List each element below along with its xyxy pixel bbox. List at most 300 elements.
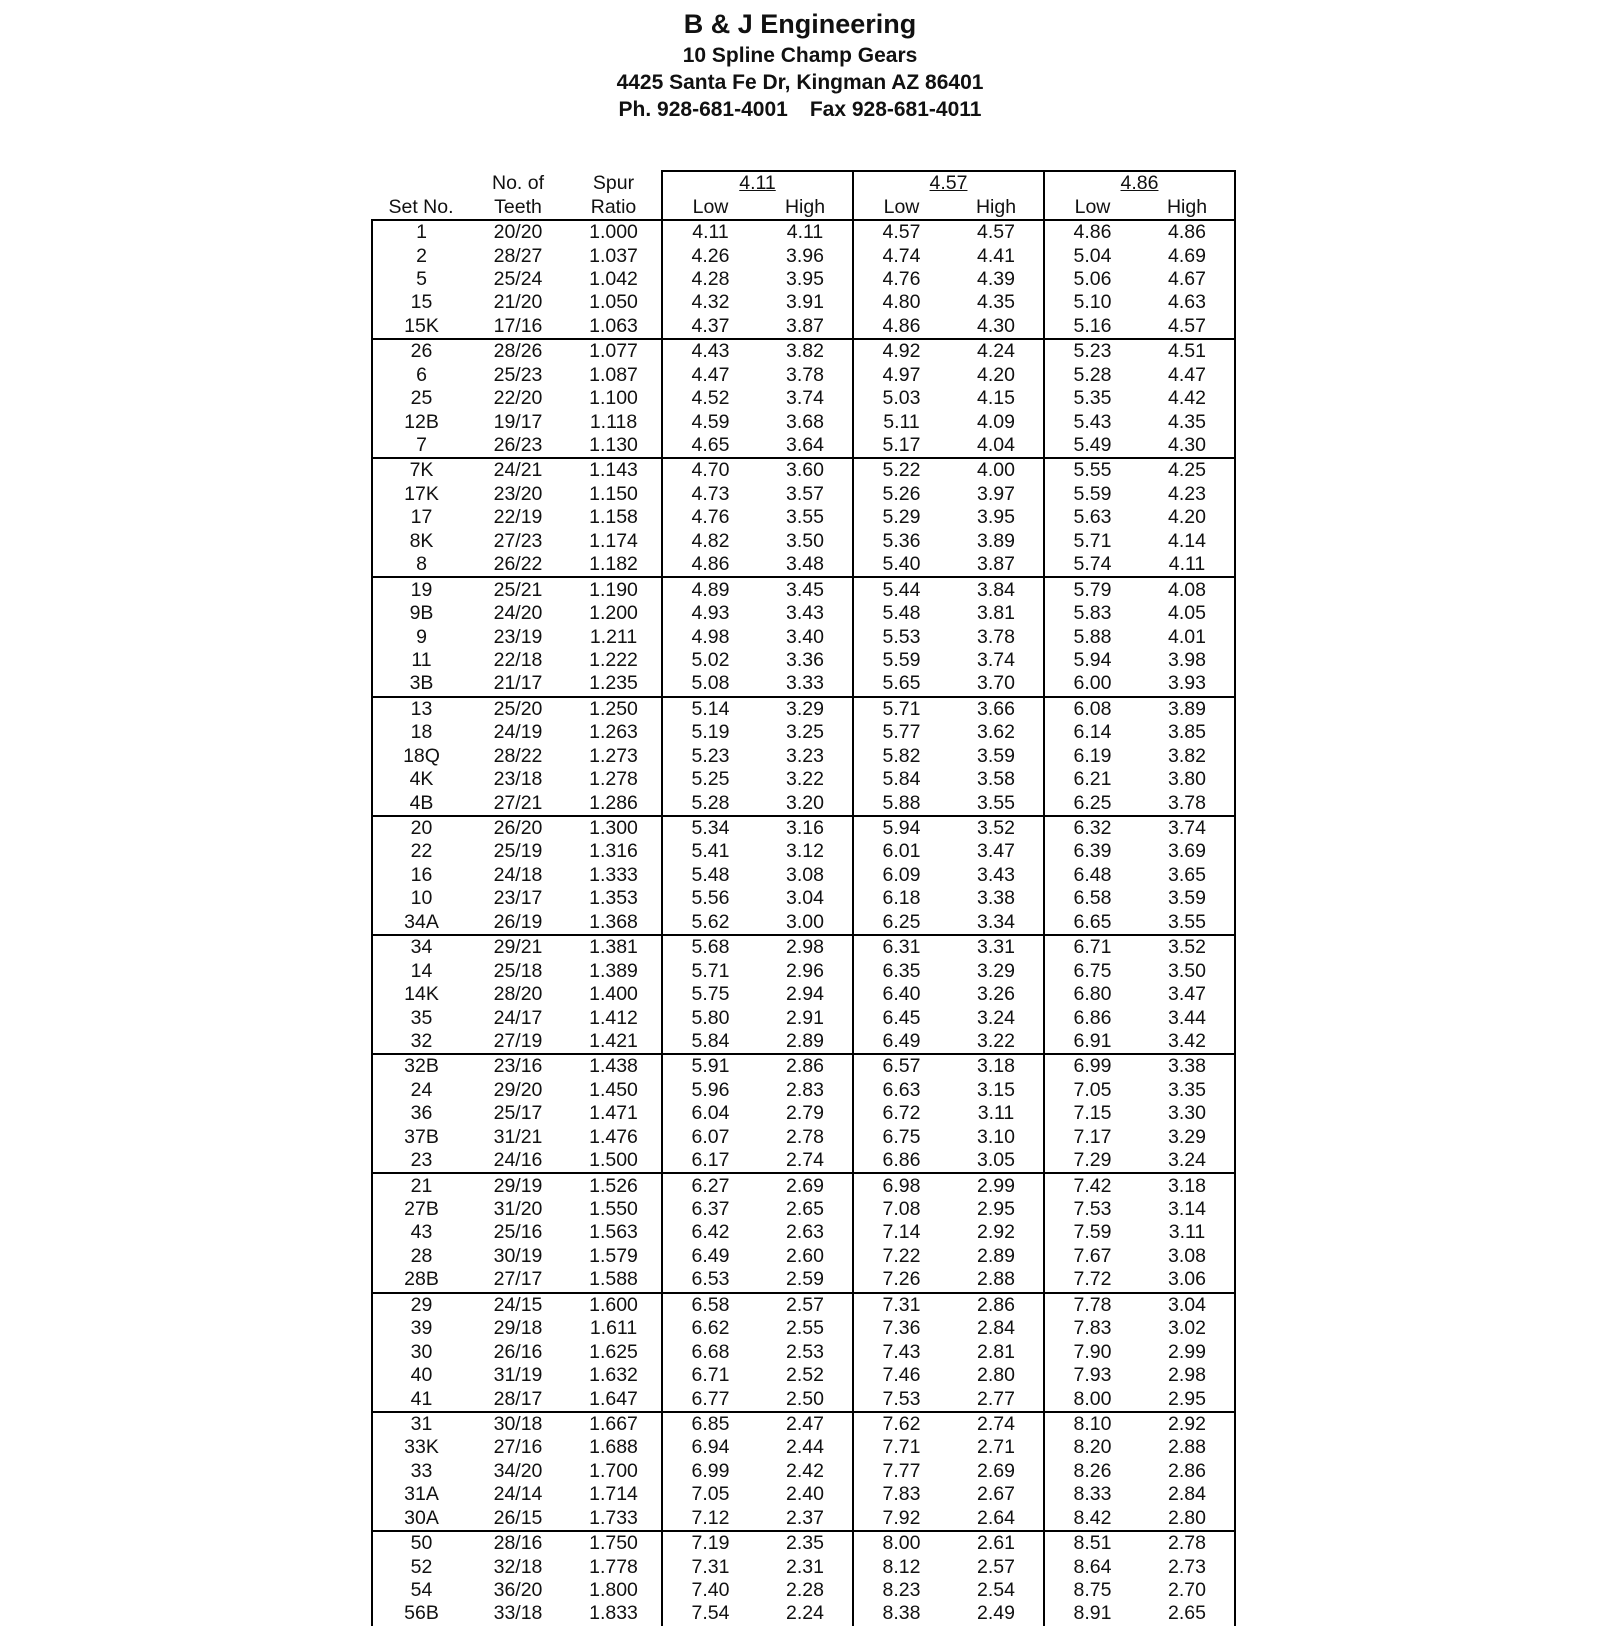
- low-4-86-cell: 8.20: [1044, 1436, 1140, 1459]
- low-4-86-cell: 5.88: [1044, 625, 1140, 648]
- high-4-57-cell: 3.70: [949, 672, 1044, 696]
- set-no-cell: 14: [372, 959, 470, 982]
- low-4-57-cell: 5.77: [853, 721, 949, 744]
- low-4-11-cell: 6.53: [662, 1268, 758, 1292]
- high-4-11-cell: 2.69: [786, 1174, 824, 1197]
- high-4-86-cell: 3.42: [1140, 1030, 1235, 1054]
- teeth-cell: 27/19: [470, 1030, 566, 1054]
- set-no-cell: 9: [372, 625, 470, 648]
- low-4-57-cell: 5.44: [853, 577, 949, 601]
- low-4-57-cell: 4.86: [853, 315, 949, 339]
- table-row: [372, 911, 1235, 935]
- set-no-cell: 18: [372, 721, 470, 744]
- spur-ratio-cell: 1.042: [589, 267, 638, 290]
- header-row-bottom: [372, 195, 1235, 219]
- spur-header: Ratio: [566, 195, 662, 219]
- low-4-11-cell: 7.19: [662, 1531, 758, 1555]
- low-4-57-cell: 6.63: [853, 1079, 949, 1102]
- low-4-57-cell: 6.35: [853, 959, 949, 982]
- table-row: [372, 1412, 1235, 1436]
- table-row: [372, 1531, 1235, 1555]
- high-4-86-cell: 4.14: [1140, 530, 1235, 553]
- low-4-57-cell: 5.48: [853, 602, 949, 625]
- low-4-57-cell: 8.23: [853, 1579, 949, 1602]
- low-4-86-cell: 7.05: [1044, 1079, 1140, 1102]
- teeth-cell: 27/16: [493, 1436, 543, 1459]
- low-4-86-cell: 7.53: [1044, 1198, 1140, 1221]
- high-4-86-cell: 3.98: [1140, 649, 1235, 672]
- teeth-cell: 30/19: [493, 1244, 543, 1267]
- low-4-57-cell: 6.98: [853, 1173, 949, 1197]
- high-4-86-cell: 3.06: [1140, 1268, 1235, 1292]
- low-4-86-cell: 4.86: [1044, 220, 1140, 244]
- high-4-57-cell: 2.49: [977, 1602, 1015, 1625]
- spur-ratio-cell: 1.800: [589, 1579, 638, 1602]
- high-4-86-cell: 3.93: [1140, 672, 1235, 696]
- set-no-cell: 8K: [372, 530, 470, 553]
- set-no-cell: 24: [372, 1079, 470, 1102]
- high-4-57-cell: 3.43: [977, 863, 1015, 886]
- spur-ratio-cell: 1.333: [589, 863, 638, 886]
- high-4-57-cell: 3.22: [949, 1030, 1044, 1054]
- low-4-11-cell: 4.28: [662, 268, 758, 291]
- teeth-cell: 24/19: [493, 721, 543, 744]
- high-4-11-cell: 3.12: [786, 840, 824, 863]
- low-4-57-cell: 5.88: [853, 791, 949, 815]
- spur-ratio-cell: 1.400: [589, 983, 638, 1006]
- high-4-11-cell: 3.40: [786, 625, 824, 648]
- low-4-57-cell: 5.22: [853, 458, 949, 482]
- low-4-57-cell: 6.01: [853, 840, 949, 863]
- high-4-86-cell: 3.24: [1140, 1149, 1235, 1173]
- low-4-57-cell: 5.03: [853, 387, 949, 410]
- table-row: [372, 1126, 1235, 1149]
- spur-ratio-cell: 1.667: [589, 1412, 638, 1435]
- spur-ratio-cell: 1.714: [589, 1483, 638, 1506]
- low-4-11-cell: 4.43: [662, 339, 758, 363]
- spur-ratio-cell: 1.389: [589, 959, 638, 982]
- low-4-11-cell: 7.40: [662, 1579, 758, 1602]
- high-4-11-cell: 2.47: [786, 1412, 824, 1435]
- high-4-57-cell: 4.04: [949, 434, 1044, 458]
- low-4-11-cell: 6.07: [662, 1126, 758, 1149]
- table-row: [372, 1102, 1235, 1125]
- table-row: [372, 1579, 1235, 1602]
- high-4-11-cell: 3.50: [786, 529, 824, 552]
- spur-ratio-cell: 1.050: [589, 291, 638, 314]
- high-4-57-cell: 3.59: [977, 744, 1015, 767]
- set-no-cell: 17K: [372, 483, 470, 506]
- set-no-cell: 40: [372, 1364, 470, 1387]
- low-4-86-cell: 6.08: [1044, 697, 1140, 721]
- teeth-cell: 24/21: [493, 459, 543, 482]
- high-4-86-cell: 2.80: [1140, 1507, 1235, 1531]
- low-4-57-cell: 5.94: [853, 816, 949, 840]
- low-4-57-cell: 5.40: [853, 553, 949, 577]
- low-4-11-cell: 5.56: [662, 887, 758, 910]
- teeth-cell: 24/20: [493, 602, 543, 625]
- low-4-11-cell: 4.86: [662, 553, 758, 577]
- low-4-57-cell: 5.11: [853, 410, 949, 433]
- set-no-cell: 30: [372, 1340, 470, 1363]
- table-row: [372, 816, 1235, 840]
- low-4-86-cell: 8.00: [1044, 1387, 1140, 1411]
- table-row: [372, 959, 1235, 982]
- low-4-11-cell: 6.17: [662, 1149, 758, 1173]
- phone-number: Ph. 928-681-4001: [618, 98, 788, 121]
- high-4-86-cell: 2.73: [1140, 1555, 1235, 1578]
- low-4-57-cell: 5.29: [853, 506, 949, 529]
- high-4-86-cell: 4.47: [1140, 364, 1235, 387]
- set-no-cell: 17: [372, 506, 470, 529]
- set-no-cell: 50: [372, 1531, 470, 1555]
- teeth-cell: 31/19: [493, 1364, 543, 1387]
- set-no-cell: 19: [372, 577, 470, 601]
- low-4-86-cell: 6.65: [1044, 911, 1140, 935]
- spur-ratio-cell: 1.037: [589, 244, 638, 267]
- table-row: [372, 410, 1235, 433]
- high-4-11-cell: 3.00: [758, 911, 853, 935]
- table-row: [372, 220, 1235, 244]
- low-4-86-cell: 8.51: [1044, 1531, 1140, 1555]
- table-row: [372, 1483, 1235, 1506]
- high-4-86-cell: 3.59: [1140, 887, 1235, 910]
- table-row: [372, 577, 1235, 601]
- set-no-cell: 32B: [372, 1054, 470, 1078]
- low-4-57-cell: 6.09: [853, 864, 949, 887]
- ratio-group-header: [853, 171, 1044, 195]
- low-header: Low: [1044, 195, 1140, 219]
- low-4-86-cell: 6.80: [1044, 983, 1140, 1006]
- high-4-57-cell: 3.66: [977, 697, 1015, 720]
- low-4-11-cell: 5.68: [662, 935, 758, 959]
- high-4-86-cell: 2.70: [1140, 1579, 1235, 1602]
- teeth-cell: 28/20: [493, 983, 543, 1006]
- low-4-11-cell: 6.94: [662, 1436, 758, 1459]
- table-row: [372, 1555, 1235, 1578]
- low-header: Low: [662, 195, 758, 219]
- high-4-57-cell: 2.89: [977, 1244, 1015, 1267]
- set-no-cell: 15: [372, 291, 470, 314]
- set-no-cell: 27B: [372, 1198, 470, 1221]
- high-4-57-cell: 3.74: [977, 648, 1015, 671]
- high-4-57-cell: 4.41: [977, 244, 1015, 267]
- spur-ratio-cell: 1.235: [566, 672, 662, 696]
- low-4-86-cell: 7.67: [1044, 1245, 1140, 1268]
- low-4-57-cell: 7.36: [853, 1317, 949, 1340]
- low-4-11-cell: 5.48: [662, 864, 758, 887]
- spur-ratio-cell: 1.368: [566, 911, 662, 935]
- set-no-cell: 13: [372, 697, 470, 721]
- low-4-86-cell: 5.55: [1044, 458, 1140, 482]
- teeth-cell: 28/27: [493, 244, 543, 267]
- low-4-57-cell: 7.77: [853, 1460, 949, 1483]
- high-4-57-cell: 3.31: [977, 936, 1015, 959]
- spur-ratio-cell: 1.263: [589, 721, 638, 744]
- teeth-cell: 31/20: [493, 1198, 543, 1221]
- high-4-11-cell: 2.60: [786, 1244, 824, 1267]
- high-4-11-cell: 3.64: [758, 434, 853, 458]
- set-no-cell: 10: [372, 887, 470, 910]
- high-4-86-cell: 3.04: [1140, 1293, 1235, 1317]
- high-4-11-cell: 3.96: [786, 244, 824, 267]
- low-4-57-cell: 4.57: [853, 220, 949, 244]
- low-4-57-cell: 4.97: [853, 364, 949, 387]
- spur-ratio-cell: 1.625: [589, 1340, 638, 1363]
- company-name: B & J Engineering: [683, 9, 917, 39]
- high-4-11-cell: 3.91: [786, 291, 824, 314]
- high-4-86-cell: 3.85: [1140, 721, 1235, 744]
- set-no-cell: 32: [372, 1030, 470, 1054]
- high-4-11-cell: 3.87: [758, 315, 853, 339]
- high-4-11-cell: 2.24: [786, 1602, 824, 1625]
- low-4-86-cell: 5.43: [1044, 410, 1140, 433]
- high-4-86-cell: 3.80: [1140, 768, 1235, 791]
- high-4-11-cell: 3.04: [786, 887, 824, 910]
- gear-table-body: [372, 220, 1235, 1626]
- high-4-57-cell: 2.81: [977, 1340, 1015, 1363]
- spur-ratio-cell: 1.278: [589, 768, 638, 791]
- high-4-57-cell: 3.52: [977, 817, 1015, 840]
- spur-ratio-cell: 1.600: [589, 1293, 638, 1316]
- spur-ratio-cell: 1.611: [589, 1317, 638, 1340]
- table-row: [372, 1173, 1235, 1197]
- high-4-11-cell: 3.55: [786, 506, 824, 529]
- high-4-86-cell: 4.01: [1140, 625, 1235, 648]
- high-4-86-cell: 4.67: [1140, 268, 1235, 291]
- low-4-11-cell: 5.14: [662, 697, 758, 721]
- spur-ratio-cell: 1.316: [589, 840, 638, 863]
- high-4-11-cell: 2.37: [758, 1507, 853, 1531]
- high-4-57-cell: 3.55: [949, 791, 1044, 815]
- spur-ratio-cell: 1.158: [589, 506, 638, 529]
- set-no-cell: 16: [372, 864, 470, 887]
- low-4-11-cell: 7.12: [662, 1507, 758, 1531]
- table-row: [372, 1268, 1235, 1292]
- spur-ratio-cell: 1.412: [589, 1006, 638, 1029]
- high-4-86-cell: 3.74: [1140, 816, 1235, 840]
- set-no-cell: 34A: [372, 911, 470, 935]
- table-row: [372, 339, 1235, 363]
- high-4-86-cell: 4.51: [1140, 339, 1235, 363]
- set-no-cell: 35: [372, 1006, 470, 1029]
- table-row: [372, 1293, 1235, 1317]
- low-4-86-cell: 7.72: [1044, 1268, 1140, 1292]
- teeth-cell: 22/20: [493, 387, 543, 410]
- low-4-86-cell: 5.63: [1044, 506, 1140, 529]
- spur-ratio-cell: 1.087: [589, 363, 638, 386]
- set-no-cell: 34: [372, 935, 470, 959]
- high-4-86-cell: 4.11: [1140, 553, 1235, 577]
- high-4-11-cell: 3.68: [786, 410, 824, 433]
- low-4-11-cell: 4.59: [662, 410, 758, 433]
- teeth-cell: 24/17: [493, 1006, 543, 1029]
- teeth-cell: 19/17: [493, 410, 543, 433]
- high-4-86-cell: 2.84: [1140, 1483, 1235, 1506]
- low-4-11-cell: 6.68: [662, 1340, 758, 1363]
- low-4-86-cell: 5.94: [1044, 649, 1140, 672]
- set-no-header: Set No.: [372, 195, 470, 219]
- low-4-86-cell: 7.17: [1044, 1126, 1140, 1149]
- teeth-cell: 26/19: [470, 911, 566, 935]
- table-row: [372, 983, 1235, 1006]
- set-no-cell: 41: [372, 1387, 470, 1411]
- set-no-cell: 6: [372, 364, 470, 387]
- high-4-86-cell: 3.78: [1140, 791, 1235, 815]
- table-row: [372, 1317, 1235, 1340]
- low-4-11-cell: 6.37: [662, 1198, 758, 1221]
- low-4-57-cell: 6.86: [853, 1149, 949, 1173]
- set-no-cell: 3B: [372, 672, 470, 696]
- low-4-57-cell: 5.71: [853, 697, 949, 721]
- low-4-11-cell: 5.02: [662, 649, 758, 672]
- high-4-57-cell: 3.87: [949, 553, 1044, 577]
- high-4-86-cell: 2.92: [1140, 1412, 1235, 1436]
- high-4-57-cell: 4.30: [949, 315, 1044, 339]
- table-row: [372, 1006, 1235, 1029]
- ratio-group-header: [1044, 171, 1235, 195]
- low-4-86-cell: 5.35: [1044, 387, 1140, 410]
- spur-ratio-cell: 1.200: [589, 602, 638, 625]
- spur-ratio-cell: 1.222: [589, 648, 638, 671]
- spur-ratio-cell: 1.563: [589, 1221, 638, 1244]
- high-4-57-cell: 3.26: [977, 983, 1015, 1006]
- high-4-11-cell: 2.91: [786, 1006, 824, 1029]
- low-4-11-cell: 5.08: [662, 672, 758, 696]
- high-4-86-cell: 2.65: [1140, 1602, 1235, 1625]
- low-4-11-cell: 5.23: [662, 745, 758, 768]
- teeth-cell: 26/16: [493, 1340, 543, 1363]
- spur-ratio-cell: 1.588: [566, 1268, 662, 1292]
- high-4-57-cell: 4.57: [977, 221, 1015, 244]
- high-4-11-cell: 2.44: [786, 1436, 824, 1459]
- gear-ratio-table: [371, 170, 1236, 1626]
- high-4-11-cell: 3.57: [786, 482, 824, 505]
- high-4-11-cell: 2.50: [758, 1387, 853, 1411]
- document-header: [0, 6, 1600, 123]
- low-4-57-cell: 7.53: [853, 1387, 949, 1411]
- set-no-cell: 2: [372, 244, 470, 267]
- low-4-86-cell: 8.75: [1044, 1579, 1140, 1602]
- high-4-57-cell: 2.71: [977, 1436, 1015, 1459]
- spur-ratio-cell: 1.286: [566, 791, 662, 815]
- low-4-86-cell: 5.04: [1044, 244, 1140, 267]
- teeth-cell: 26/23: [470, 434, 566, 458]
- set-no-cell: 4K: [372, 768, 470, 791]
- low-4-11-cell: 5.62: [662, 911, 758, 935]
- set-no-cell: 28B: [372, 1268, 470, 1292]
- high-4-57-cell: 3.10: [977, 1125, 1015, 1148]
- set-no-cell: 31A: [372, 1483, 470, 1506]
- high-4-57-cell: 3.89: [977, 529, 1015, 552]
- teeth-cell: 25/20: [493, 697, 543, 720]
- teeth-cell: 25/18: [493, 959, 543, 982]
- low-4-11-cell: 5.41: [662, 840, 758, 863]
- low-4-57-cell: 7.46: [853, 1364, 949, 1387]
- high-4-11-cell: 2.57: [786, 1293, 824, 1316]
- set-no-cell: 20: [372, 816, 470, 840]
- high-4-11-cell: 2.28: [786, 1579, 824, 1602]
- high-4-86-cell: 2.95: [1140, 1387, 1235, 1411]
- high-4-11-cell: 2.89: [758, 1030, 853, 1054]
- high-4-57-cell: 2.84: [977, 1317, 1015, 1340]
- set-no-cell: 21: [372, 1173, 470, 1197]
- table-row: [372, 387, 1235, 410]
- ratio-group-label: 4.11: [739, 172, 776, 195]
- high-4-57-cell: 2.95: [977, 1198, 1015, 1221]
- high-4-11-cell: 3.48: [758, 553, 853, 577]
- high-4-11-cell: 2.78: [786, 1125, 824, 1148]
- high-4-11-cell: 3.23: [786, 744, 824, 767]
- high-4-57-cell: 3.15: [977, 1078, 1015, 1101]
- high-4-86-cell: 4.05: [1140, 602, 1235, 625]
- table-row: [372, 697, 1235, 721]
- low-4-86-cell: 5.49: [1044, 434, 1140, 458]
- low-4-57-cell: 4.74: [853, 244, 949, 267]
- teeth-cell: 25/16: [493, 1221, 543, 1244]
- teeth-cell: 24/16: [470, 1149, 566, 1173]
- spur-ratio-cell: 1.000: [589, 221, 638, 244]
- low-4-11-cell: 4.11: [662, 220, 758, 244]
- table-row: [372, 483, 1235, 506]
- high-4-57-cell: 3.78: [977, 625, 1015, 648]
- low-4-57-cell: 6.72: [853, 1102, 949, 1125]
- spur-ratio-cell: 1.526: [589, 1174, 638, 1197]
- high-4-57-cell: 2.64: [949, 1507, 1044, 1531]
- set-no-cell: 28: [372, 1245, 470, 1268]
- low-4-57-cell: 6.49: [853, 1030, 949, 1054]
- high-4-86-cell: 3.02: [1140, 1317, 1235, 1340]
- low-4-57-cell: 6.31: [853, 935, 949, 959]
- high-4-57-cell: 3.18: [977, 1055, 1015, 1078]
- high-4-57-cell: 3.38: [977, 887, 1015, 910]
- high-4-11-cell: 3.95: [786, 267, 824, 290]
- low-4-57-cell: 6.57: [853, 1054, 949, 1078]
- teeth-cell: 30/18: [493, 1412, 543, 1435]
- high-4-86-cell: 2.86: [1140, 1460, 1235, 1483]
- low-4-57-cell: 5.82: [853, 745, 949, 768]
- spur-ratio-cell: 1.688: [589, 1436, 638, 1459]
- high-4-57-cell: 4.35: [977, 291, 1015, 314]
- low-4-11-cell: 4.52: [662, 387, 758, 410]
- spur-ratio-cell: 1.833: [589, 1602, 638, 1625]
- high-4-11-cell: 2.65: [786, 1198, 824, 1221]
- low-4-86-cell: 7.29: [1044, 1149, 1140, 1173]
- table-row: [372, 649, 1235, 672]
- low-4-86-cell: 8.64: [1044, 1555, 1140, 1578]
- low-4-57-cell: 5.26: [853, 483, 949, 506]
- teeth-cell: 25/21: [493, 578, 543, 601]
- high-4-11-cell: 2.79: [786, 1102, 824, 1125]
- teeth-cell: 25/17: [493, 1102, 543, 1125]
- low-4-86-cell: 5.23: [1044, 339, 1140, 363]
- spur-ratio-cell: 1.150: [589, 482, 638, 505]
- table-row: [372, 602, 1235, 625]
- teeth-cell: 22/18: [493, 648, 543, 671]
- low-4-86-cell: 6.58: [1044, 887, 1140, 910]
- high-4-11-cell: 2.83: [786, 1078, 824, 1101]
- high-4-57-cell: 2.67: [977, 1483, 1015, 1506]
- teeth-cell: 28/17: [470, 1387, 566, 1411]
- table-row: [372, 1198, 1235, 1221]
- low-4-57-cell: 7.14: [853, 1221, 949, 1244]
- low-4-57-cell: 8.12: [853, 1555, 949, 1578]
- table-row: [372, 864, 1235, 887]
- high-4-11-cell: 3.45: [786, 578, 824, 601]
- high-4-57-cell: 3.58: [977, 768, 1015, 791]
- table-row: [372, 268, 1235, 291]
- teeth-cell: 29/20: [493, 1078, 543, 1101]
